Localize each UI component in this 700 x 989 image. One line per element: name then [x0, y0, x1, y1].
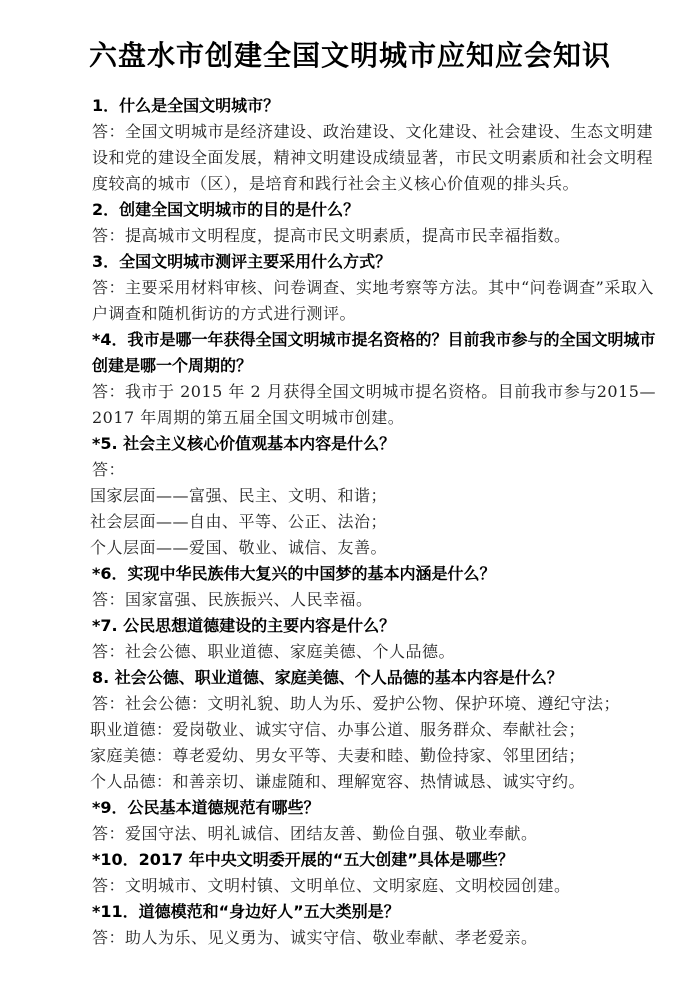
qa-item-4	[92, 327, 662, 431]
qa-item-7	[92, 613, 662, 665]
qa-item-10	[92, 847, 662, 899]
qa-item-11	[92, 899, 662, 951]
qa-item-3	[92, 249, 662, 327]
question-10: *10．2017 年中央文明委开展的“五大创建”具体是哪些？	[92, 850, 514, 869]
answer-1: 答：全国文明城市是经济建设、政治建设、文化建设、社会建设、生态文明建设和党的建设全面发展，精神文明建设成绩显著，市民文明素质和社会文明程度较高的城市（区），是培育和践行社会主义核心价值观的排头兵。	[92, 122, 654, 193]
question-5: *5. 社会主义核心价值观基本内容是什么？	[92, 434, 396, 453]
answer-5-label: 答：	[92, 460, 126, 479]
answer-8-social-morality: 答：社会公德：文明礼貌、助人为乐、爱护公物、保护环境、遵纪守法；	[92, 694, 621, 713]
answer-5-line-social: 社会层面——自由、平等、公正、法治；	[90, 512, 388, 531]
answer-2: 答：提高城市文明程度，提高市民文明素质，提高市民幸福指数。	[92, 226, 571, 245]
answer-6: 答：国家富强、民族振兴、人民幸福。	[92, 590, 373, 609]
question-2: 2．创建全国文明城市的目的是什么？	[92, 200, 360, 219]
document-title: 六盘水市创建全国文明城市应知应会知识	[88, 39, 611, 72]
answer-5-line-national: 国家层面——富强、民主、文明、和谐；	[90, 486, 388, 505]
answer-3: 答：主要采用材料审核、问卷调查、实地考察等方法。其中“问卷调查”采取入户调查和随机街访的方式进行测评。	[92, 278, 654, 323]
question-1: 1．什么是全国文明城市？	[92, 96, 280, 115]
qa-item-9	[92, 795, 662, 847]
qa-item-1	[92, 93, 662, 197]
question-8: 8. 社会公德、职业道德、家庭美德、个人品德的基本内容是什么？	[92, 668, 563, 687]
answer-10: 答：文明城市、文明村镇、文明单位、文明家庭、文明校园创建。	[92, 876, 571, 895]
question-6: *6．实现中华民族伟大复兴的中国梦的基本内涵是什么？	[92, 564, 496, 583]
answer-11: 答：助人为乐、见义勇为、诚实守信、敬业奉献、孝老爱亲。	[92, 928, 538, 947]
question-3: 3．全国文明城市测评主要采用什么方式？	[92, 252, 392, 271]
qa-item-2	[92, 197, 662, 249]
question-9: *9．公民基本道德规范有哪些？	[92, 798, 320, 817]
answer-7: 答：社会公德、职业道德、家庭美德、个人品德。	[92, 642, 456, 661]
answer-4: 答：我市于 2015 年 2 月获得全国文明城市提名资格。目前我市参与2015—2017 年周期的第五届全国文明城市创建。	[92, 382, 656, 427]
question-7: *7. 公民思想道德建设的主要内容是什么？	[92, 616, 396, 635]
answer-8-family-virtues: 家庭美德：尊老爱幼、男女平等、夫妻和睦、勤俭持家、邻里团结；	[90, 746, 586, 765]
answer-9: 答：爱国守法、明礼诚信、团结友善、勤俭自强、敬业奉献。	[92, 824, 538, 843]
answer-5-line-personal: 个人层面——爱国、敬业、诚信、友善。	[90, 538, 388, 557]
qa-list	[92, 93, 662, 951]
answer-8-personal-virtues: 个人品德：和善亲切、谦虚随和、理解宽容、热情诚恳、诚实守约。	[90, 772, 586, 791]
qa-item-5	[92, 431, 662, 561]
question-11: *11．道德模范和“身边好人”五大类别是？	[92, 902, 400, 921]
answer-8-professional-ethics: 职业道德：爱岗敬业、诚实守信、办事公道、服务群众、奉献社会；	[90, 720, 586, 739]
question-4: *4．我市是哪一年获得全国文明城市提名资格的？目前我市参与的全国文明城市创建是哪一个周期的？	[92, 330, 656, 375]
qa-item-6	[92, 561, 662, 613]
qa-item-8	[92, 665, 662, 795]
